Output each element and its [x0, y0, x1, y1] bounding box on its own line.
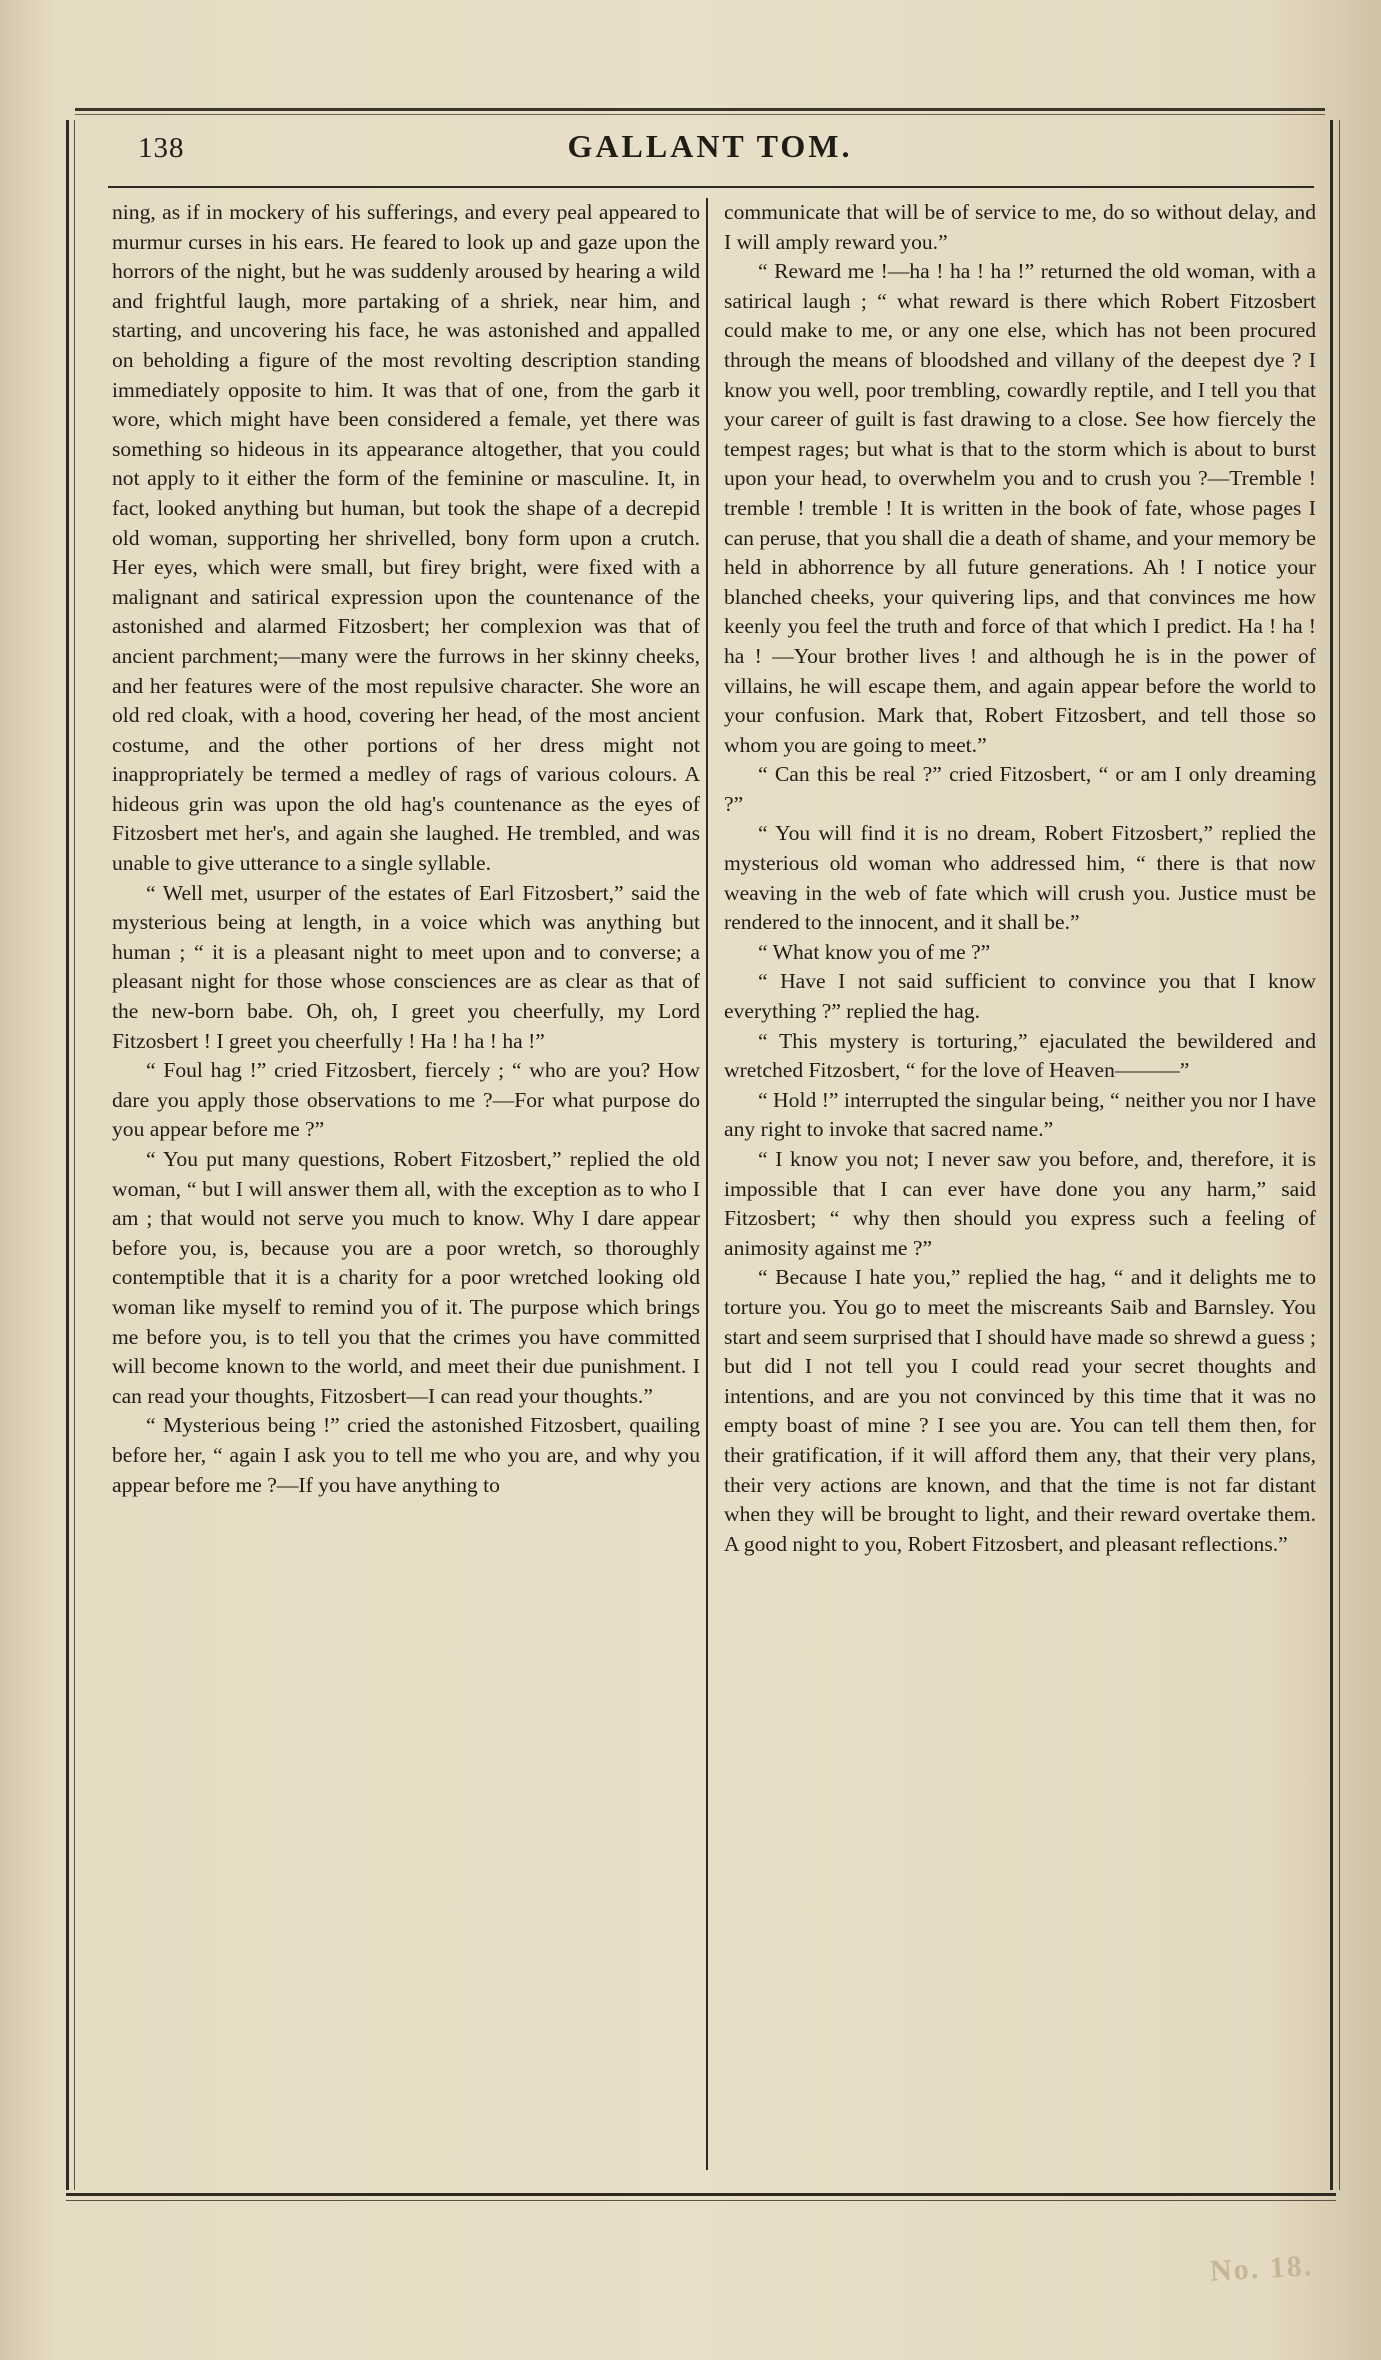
paragraph: “ Foul hag !” cried Fitzosbert, fiercely ; “ who are you? How dare you apply those observations to me ?—For what purpose do you appear before me ?” — [112, 1058, 700, 1142]
issue-mark: No. 18. — [1209, 2249, 1314, 2288]
paragraph: “ Hold !” interrupted the singular being, “ neither you nor I have any right to invoke that sacred name.” — [724, 1087, 1316, 1142]
paragraph: ning, as if in mockery of his sufferings, and every peal appeared to murmur curses in his ears. He feared to look up and gaze upon the horrors of the night, but he was suddenly aroused by hearing a wild and frightful laugh, more partaking of a shriek, near him, and starting, and uncovering his face, he was astonished and appalled on beholding a figure of the most revolting description standing immediately opposite to him. It was that of one, from the garb it wore, which might have been considered a female, yet there was something so hideous in its appearance altogether, that you could not apply to it either the form of the feminine or masculine. It, in fact, looked anything but human, but took the shape of a decrepid old woman, supporting her shrivelled, bony form upon a crutch. Her eyes, which were small, but firey bright, were fixed with a malignant and satirical expression upon the countenance of the astonished and alarmed Fitzosbert; her complexion was that of ancient parchment;—many were the furrows in her skinny cheeks, and her features were of the most repulsive character. She wore an old red cloak, with a hood, covering her head, of the most ancient costume, and the other portions of her dress might not inappropriately be termed a medley of rags of various colours. A hideous grin was upon the old hag's countenance as the eyes of Fitzosbert met her's, and again she laughed. He trembled, and was unable to give utterance to a single syllable. — [112, 200, 700, 876]
paragraph: “ Because I hate you,” replied the hag, “ and it delights me to torture you. You go to meet the miscreants Saib and Barnsley. You start and seem surprised that I should have made so shrewd a guess ; but did I not tell you I could read your secret thoughts and intentions, and are you not convinced by this time that it was no empty boast of mine ? I see you are. You can tell them then, for their gratification, if it will afford them any, that their very plans, their very actions are known, and that the time is not far distant when they will be brought to light, and their reward overtake them. A good night to you, Robert Fitzosbert, and pleasant reflections.” — [724, 1265, 1316, 1556]
right-border — [1330, 120, 1333, 2190]
header-rule — [108, 186, 1314, 188]
left-border — [66, 120, 69, 2190]
top-rule-thin — [75, 114, 1325, 115]
bottom-rule-thin — [66, 2200, 1336, 2201]
top-rule — [75, 108, 1325, 111]
right-border-thin — [1339, 120, 1340, 2190]
paragraph: “ You will find it is no dream, Robert Fitzosbert,” replied the mysterious old woman who addressed him, “ there is that now weaving in the web of fate which will crush you. Justice must be rendered to the innocent, and it shall be.” — [724, 821, 1316, 935]
paragraph: “ Mysterious being !” cried the astonished Fitzosbert, quailing before her, “ again I ask you to tell me who you are, and why you appear before me ?—If you have anything to — [112, 1413, 700, 1497]
paragraph: “ Reward me !—ha ! ha ! ha !” returned the old woman, with a satirical laugh ; “ what reward is there which Robert Fitzosbert could make to me, or any one else, which has not been procured through the means of bloodshed and villany of the deepest dye ? I know you well, poor trembling, cowardly reptile, and I tell you that your career of guilt is fast drawing to a close. See how fiercely the tempest rages; but what is that to the storm which is about to burst upon your head, to overwhelm you and to crush you ?—Tremble ! tremble ! tremble ! It is written in the book of fate, whose pages I can peruse, that you shall die a death of shame, and your memory be held in abhorrence by all future generations. Ah ! I notice your blanched cheeks, your quivering lips, and that convinces me how keenly you feel the truth and force of that which I predict. Ha ! ha ! ha ! —Your brother lives ! and although he is in the power of villains, he will escape them, and again appear before the world to your confusion. Mark that, Robert Fitzosbert, and tell those so whom you are going to meet.” — [724, 259, 1316, 757]
left-column — [112, 198, 700, 1500]
paragraph: “ Well met, usurper of the estates of Earl Fitzosbert,” said the mysterious being at length, in a voice which was anything but human ; “ it is a pleasant night to meet upon and to converse; a pleasant night for those whose consciences are as clear as that of the new-born babe. Oh, oh, I greet you cheerfully, my Lord Fitzosbert ! I greet you cheerfully ! Ha ! ha ! ha !” — [112, 880, 700, 1053]
paragraph: “ I know you not; I never saw you before, and, therefore, it is impossible that I can ever have done you any harm,” said Fitzosbert; “ why then should you express such a feeling of animosity against me ?” — [724, 1147, 1316, 1260]
left-border-thin — [74, 120, 75, 2190]
bottom-rule — [66, 2193, 1336, 2196]
paragraph: “ You put many questions, Robert Fitzosbert,” replied the old woman, “ but I will answer them all, with the exception as to who I am ; that would not serve you much to know. Why I dare appear before you, is, because you are a poor wretch, so thoroughly contemptible that it is a charity for a poor wretched looking old woman like myself to remind you of it. The purpose which brings me before you, is to tell you that the crimes you have committed will become known to the world, and meet their due punishment. I can read your thoughts, Fitzosbert—I can read your thoughts.” — [112, 1147, 700, 1408]
paragraph: “ This mystery is torturing,” ejaculated the bewildered and wretched Fitzosbert, “ for the love of Heaven———” — [724, 1028, 1316, 1083]
running-title: GALLANT TOM. — [567, 128, 853, 164]
page-number: 138 — [138, 132, 185, 164]
paragraph: “ What know you of me ?” — [758, 939, 991, 964]
paragraph: “ Have I not said sufficient to convince you that I know everything ?” replied the hag. — [724, 969, 1316, 1024]
column-divider — [706, 198, 708, 2170]
paragraph: communicate that will be of service to me, do so without delay, and I will amply reward you.” — [724, 200, 1316, 254]
right-column — [724, 198, 1316, 1559]
paragraph: “ Can this be real ?” cried Fitzosbert, “ or am I only dreaming ?” — [724, 762, 1316, 816]
